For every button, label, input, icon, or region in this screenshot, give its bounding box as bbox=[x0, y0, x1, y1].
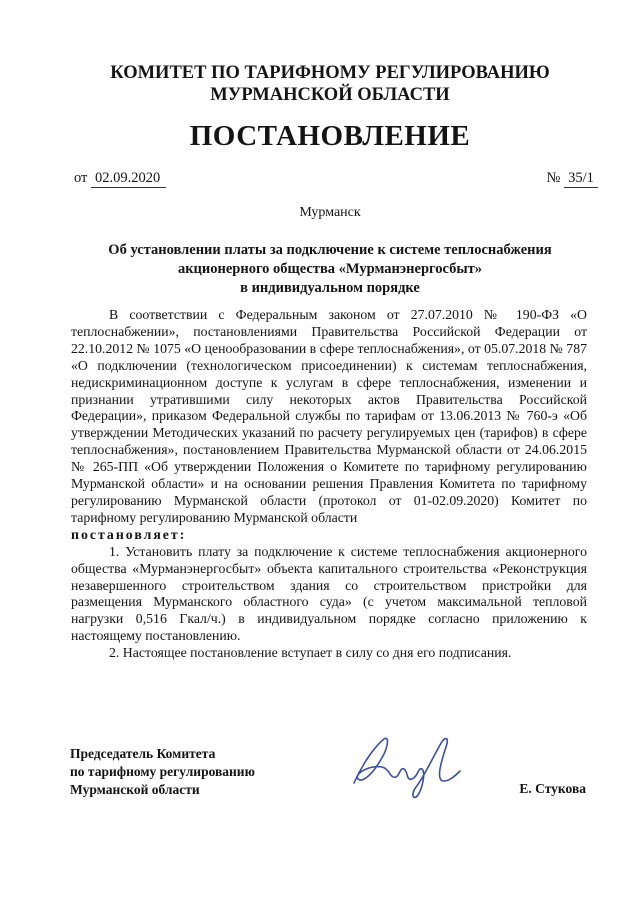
signer-position bbox=[70, 745, 255, 799]
date-prefix: от bbox=[74, 170, 88, 186]
preamble-paragraph: В соответствии с Федеральным законом от 27.07.2010 № 190-ФЗ «О теплоснабжении», постановлениями Правительства Российской Федерации от 22.10.2012 № 1075 «О ценообразовании в сфере теплоснабжения», от 05.07.2018 № 787 «О подключении (технологическом присоединении) к системам теплоснабжения, недискриминационном доступе к услугам в сфере теплоснабжения, изменении и признании утратившими силу некоторых актов Правительства Российской Федерации», приказом Федеральной службы по тарифам от 13.06.2013 № 760-э «Об утверждении Методических указаний по расчету регулируемых цен (тарифов) в сфере теплоснабжения», постановлением Правительства Мурманской области от 24.06.2015 № 265-ПП «Об утверждении Положения о Комитете по тарифному регулированию Мурманской области» и на основании решения Правления Комитета по тарифному регулированию Мурманской области (протокол от 01-02.09.2020) Комитет по тарифному регулированию Мурманской области bbox=[71, 307, 587, 525]
document-type: ПОСТАНОВЛЕНИЕ bbox=[189, 120, 471, 152]
title-line-1: Об установлении платы за подключение к системе теплоснабжения bbox=[108, 242, 552, 258]
resolves-keyword: постановляет: bbox=[71, 526, 187, 542]
org-line-1: КОМИТЕТ ПО ТАРИФНОМУ РЕГУЛИРОВАНИЮ bbox=[110, 63, 550, 83]
position-line-2: по тарифному регулированию bbox=[70, 764, 255, 779]
number-prefix: № bbox=[546, 170, 561, 186]
title-line-2: акционерного общества «Мурманэнергосбыт» bbox=[177, 261, 483, 277]
signatory-name: Е. Стукова bbox=[519, 781, 586, 796]
position-line-1: Председатель Комитета bbox=[70, 746, 216, 761]
document-body bbox=[71, 307, 587, 662]
title-line-3: в индивидуальном порядке bbox=[240, 280, 420, 296]
resolves-line bbox=[71, 527, 587, 544]
city: Мурманск bbox=[299, 205, 361, 220]
date-row bbox=[74, 170, 166, 188]
document-number: 35/1 bbox=[564, 170, 598, 188]
number-row bbox=[547, 170, 598, 188]
org-line-2: МУРМАНСКОЙ ОБЛАСТИ bbox=[210, 85, 450, 105]
document-date: 02.09.2020 bbox=[91, 170, 166, 188]
document-title bbox=[70, 241, 590, 298]
handwritten-signature bbox=[340, 725, 470, 805]
item-1-paragraph: 1. Установить плату за подключение к системе теплоснабжения акционерного общества «Мурманэнергосбыт» объекта капитального строительства «Реконструкция незавершенного строительством здания со строительством пристройки для размещения Мурманского областного суда» (с учетом максимальной тепловой нагрузки 0,516 Гкал/ч.) в индивидуальном порядке согласно приложению к настоящему постановлению. bbox=[71, 543, 587, 644]
item-2-paragraph: 2. Настоящее постановление вступает в силу со дня его подписания. bbox=[109, 645, 512, 661]
position-line-3: Мурманской области bbox=[70, 782, 200, 797]
organization-name bbox=[60, 62, 600, 106]
